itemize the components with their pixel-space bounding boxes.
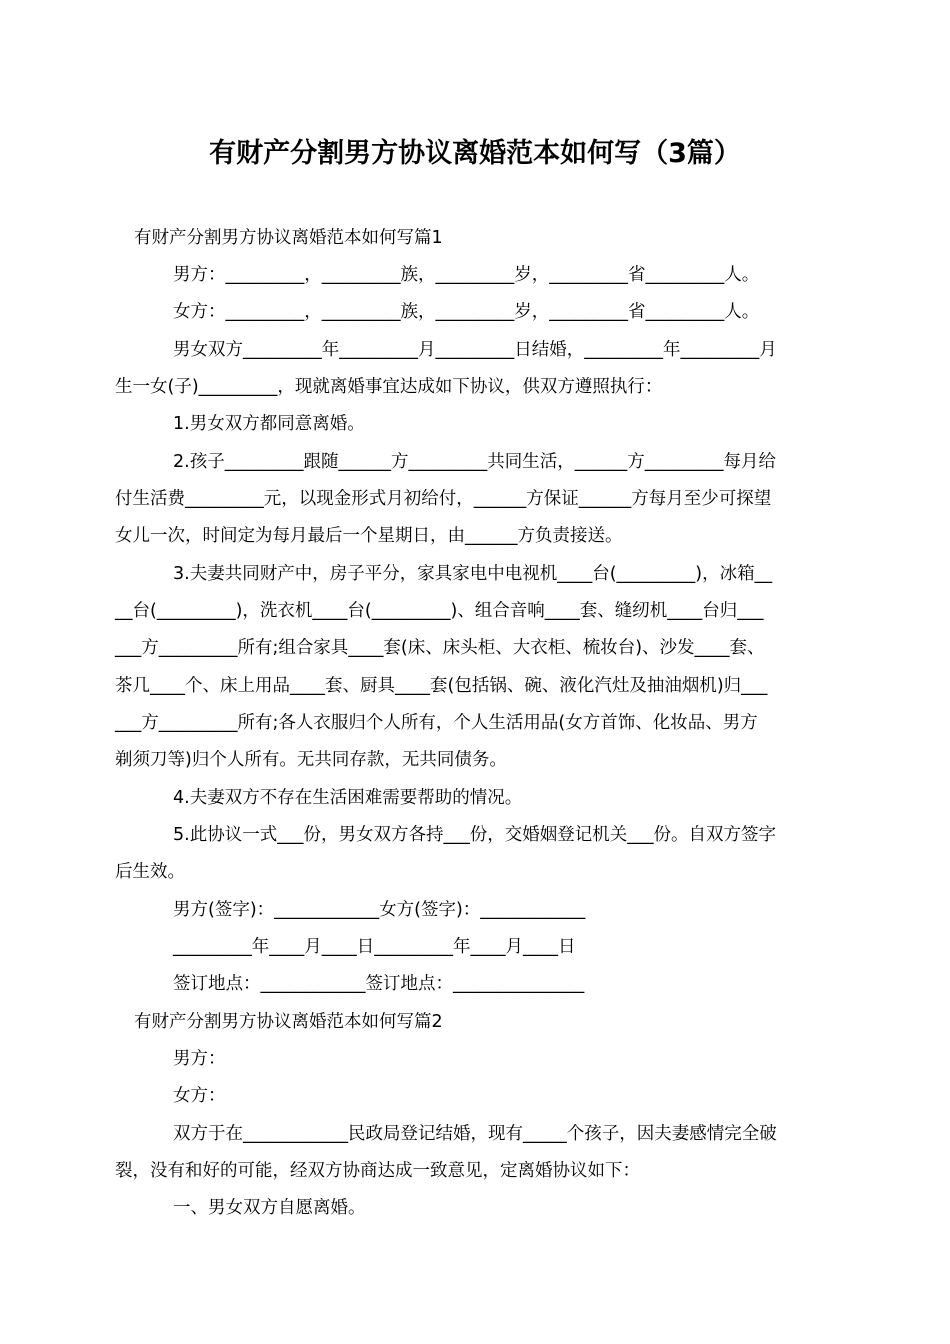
page-title: 有财产分割男方协议离婚范本如何写（3篇） (209, 138, 741, 169)
paragraph-line: __台(_________)，洗衣机____台(_________)、组合音响____套、缝纫机____台归___ (115, 601, 764, 621)
paragraph-line: 双方于在____________民政局登记结婚，现有_____个孩子，因夫妻感情完全破 (173, 1124, 777, 1144)
section-heading: 有财产分割男方协议离婚范本如何写篇2 (134, 1012, 443, 1032)
paragraph-line: 男女双方_________年_________月_________日结婚，_________年_________月 (173, 340, 777, 360)
signature-line: 男方(签字)：____________女方(签字)：____________ (173, 900, 586, 920)
paragraph-line: 一、男女双方自愿离婚。 (173, 1198, 366, 1218)
paragraph-line: 2.孩子_________跟随______方_________共同生活，______方_________每月给 (173, 452, 776, 472)
paragraph-line: 茶几____个、床上用品____套、厨具____套(包括锅、碗、液化汽灶及抽油烟机)归___ (115, 676, 768, 696)
section-heading: 有财产分割男方协议离婚范本如何写篇1 (134, 228, 443, 248)
paragraph-line: 男方：_________，_________族，_________岁，_________省_________人。 (173, 265, 760, 285)
paragraph-line: 女方：_________，_________族，_________岁，_________省_________人。 (173, 302, 760, 322)
paragraph-line: 男方： (173, 1049, 226, 1069)
paragraph-line: 裂，没有和好的可能，经双方协商达成一致意见，定离婚协议如下： (115, 1161, 640, 1181)
paragraph-line: ___方_________所有;组合家具____套(床、床头柜、大衣柜、梳妆台)、沙发____套、 (115, 638, 765, 658)
paragraph-line: 生一女(子)_________，现就离婚事宜达成如下协议，供双方遵照执行： (115, 377, 663, 397)
paragraph-line: 5.此协议一式___份，男女双方各持___份，交婚姻登记机关___份。自双方签字 (173, 825, 776, 845)
date-line: _________年____月____日_________年____月____日 (173, 937, 576, 957)
paragraph-line: 女儿一次，时间定为每月最后一个星期日，由______方负责接送。 (115, 526, 623, 546)
paragraph-line: 剃须刀等)归个人所有。无共同存款，无共同债务。 (115, 750, 507, 770)
paragraph-line: 女方： (173, 1086, 226, 1106)
paragraph-line: 1.男女双方都同意离婚。 (173, 414, 365, 434)
paragraph-line: 付生活费_________元，以现金形式月初给付，______方保证______方每月至少可探望 (115, 489, 772, 509)
paragraph-line: 3.夫妻共同财产中，房子平分，家具家电中电视机____台(_________)，冰箱__ (173, 564, 773, 584)
location-line: 签订地点：____________签订地点：_______________ (173, 974, 585, 994)
paragraph-line: 后生效。 (115, 862, 185, 882)
paragraph-line: 4.夫妻双方不存在生活困难需要帮助的情况。 (173, 788, 523, 808)
paragraph-line: ___方_________所有;各人衣服归个人所有，个人生活用品(女方首饰、化妆品、男方 (115, 713, 758, 733)
